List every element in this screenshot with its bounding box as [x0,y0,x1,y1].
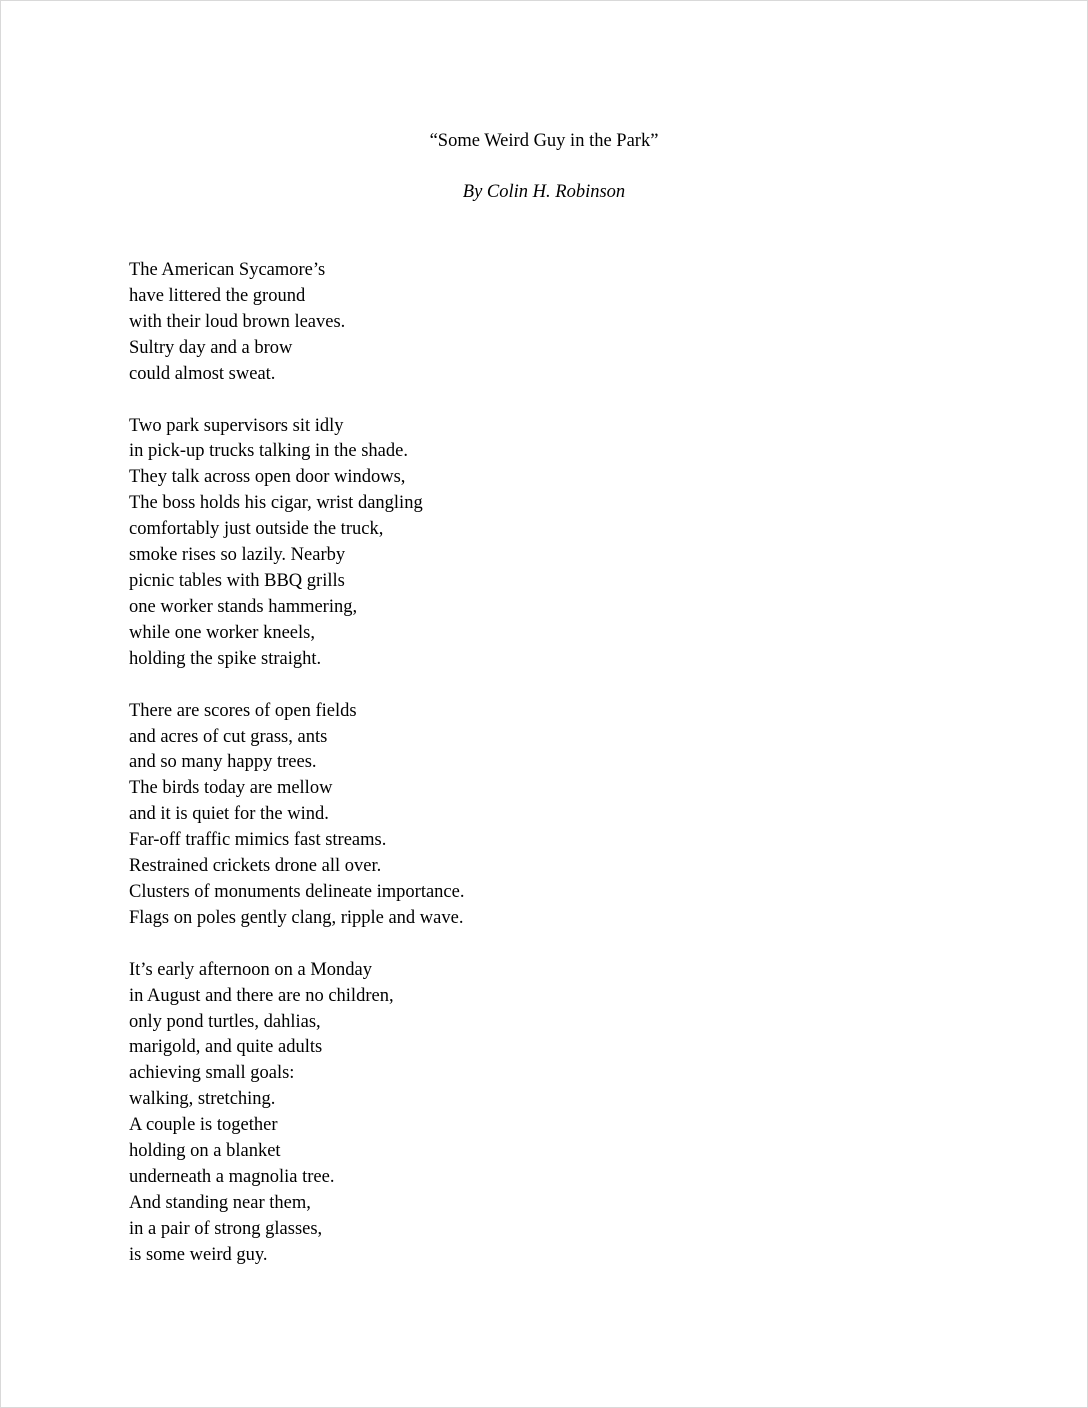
poem-stanza [129,414,829,673]
poem-line: in pick-up trucks talking in the shade. [129,441,408,462]
poem-body [129,258,829,1295]
poem-byline: By Colin H. Robinson [462,182,626,202]
poem-stanza [129,958,829,1269]
poem-line: could almost sweat. [129,363,276,384]
poem-line: A couple is together [129,1115,278,1136]
poem-stanza [129,699,829,932]
poem-line: picnic tables with BBQ grills [129,570,345,591]
poem-line: They talk across open door windows, [129,467,406,488]
poem-line: holding the spike straight. [129,648,322,669]
poem-line: in August and there are no children, [129,985,394,1006]
poem-line: Sultry day and a brow [129,337,293,358]
poem-title: “Some Weird Guy in the Park” [429,131,659,151]
poem-line: one worker stands hammering, [129,596,358,617]
poem-line: have littered the ground [129,285,306,306]
poem-line: and so many happy trees. [129,752,317,773]
poem-line: underneath a magnolia tree. [129,1167,335,1187]
poem-line: marigold, and quite adults [129,1037,323,1058]
poem-line: The boss holds his cigar, wrist dangling [129,493,423,514]
poem-line: Clusters of monuments delineate importance. [129,881,465,902]
poem-line: Restrained crickets drone all over. [129,856,382,877]
poem-line: Far-off traffic mimics fast streams. [129,830,387,851]
poem-line: and acres of cut grass, ants [129,726,328,747]
poem-line: The birds today are mellow [129,778,333,799]
poem-line: comfortably just outside the truck, [129,519,384,540]
poem-line: only pond turtles, dahlias, [129,1011,321,1032]
poem-line: smoke rises so lazily. Nearby [129,545,346,566]
poem-line: walking, stretching. [129,1089,276,1110]
poem-line: It’s early afternoon on a Monday [129,959,372,980]
poem-stanza [129,258,829,388]
poem-line: with their loud brown leaves. [129,311,346,332]
poem-line: holding on a blanket [129,1141,281,1162]
poem-line: And standing near them, [129,1192,311,1213]
poem-line: Flags on poles gently clang, ripple and wave. [129,907,464,928]
poem-line: There are scores of open fields [129,700,357,721]
poem-line: in a pair of strong glasses, [129,1218,323,1239]
poem-line: is some weird guy. [129,1244,268,1265]
poem-line: and it is quiet for the wind. [129,804,329,825]
poem-line: The American Sycamore’s [129,260,326,280]
poem-line: Two park supervisors sit idly [129,415,344,436]
poem-line: achieving small goals: [129,1063,295,1084]
poem-line: while one worker kneels, [129,622,315,643]
